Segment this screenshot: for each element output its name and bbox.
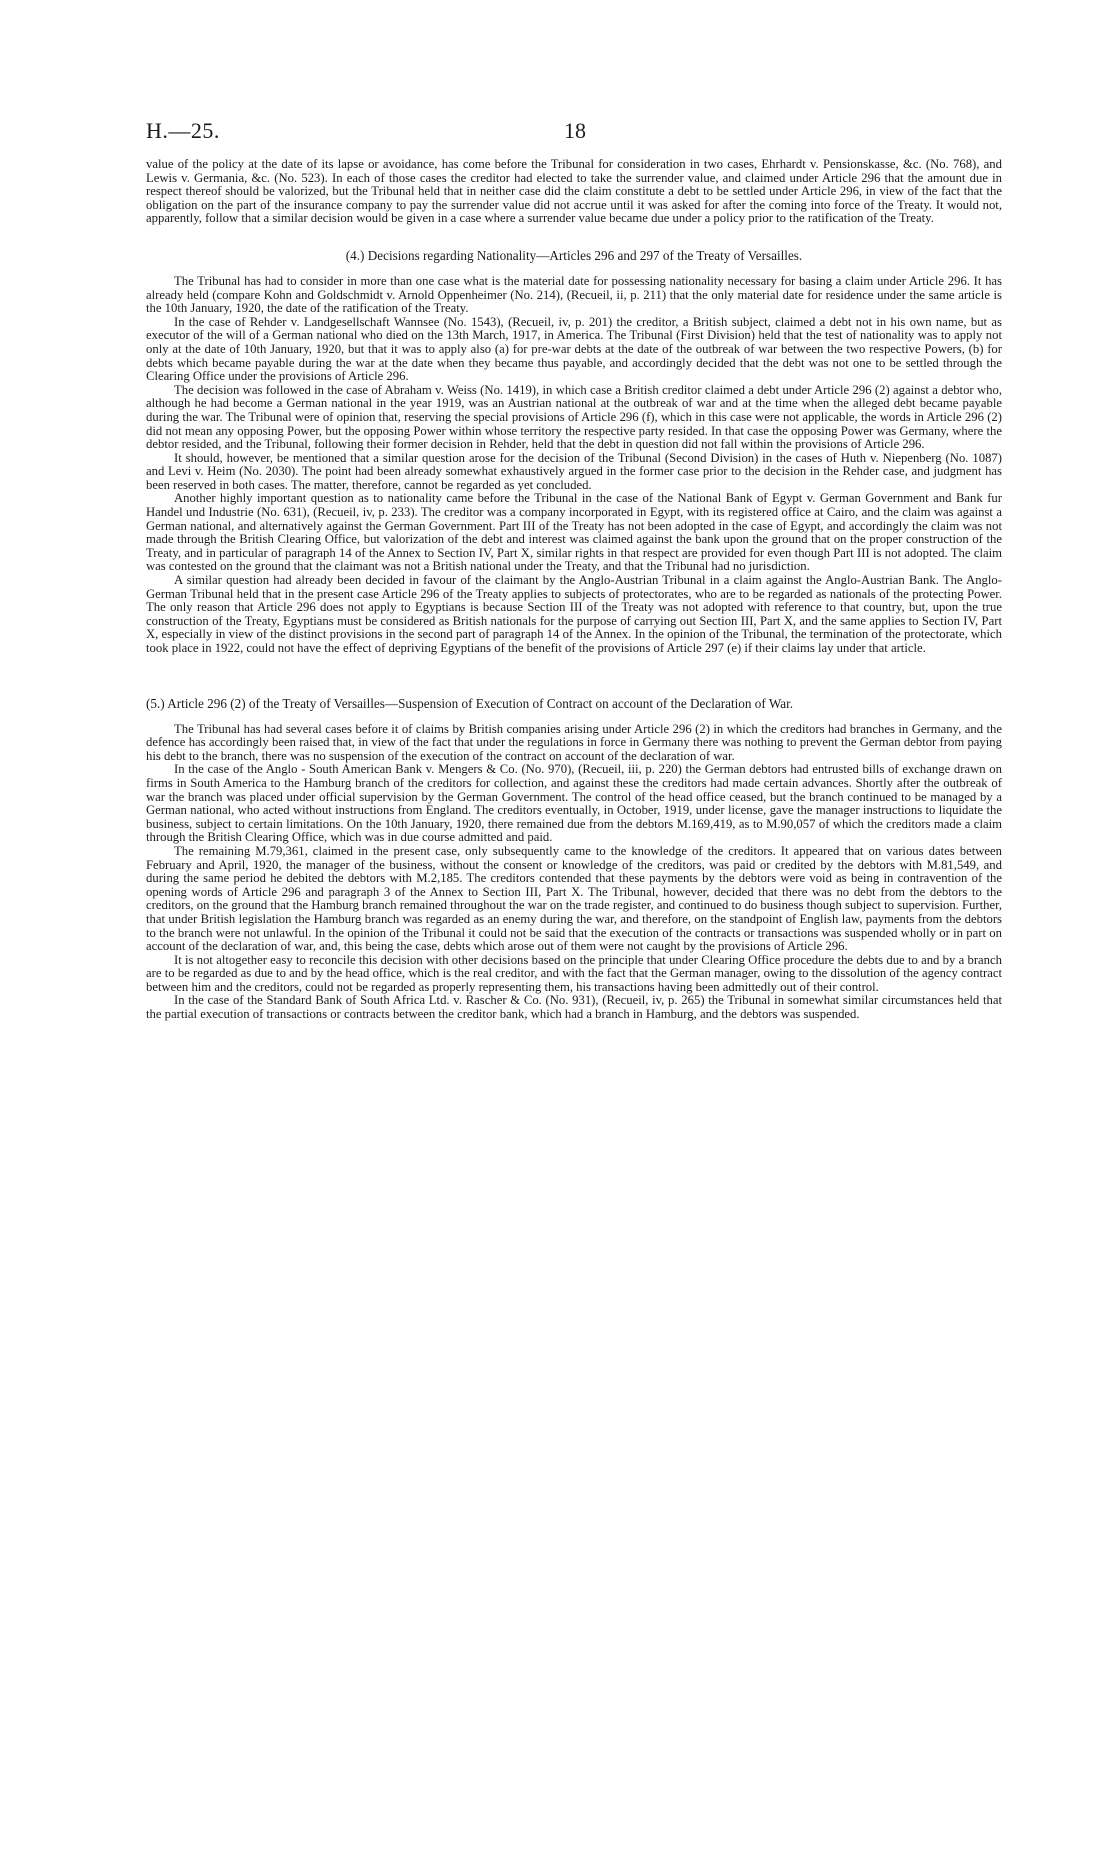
- paragraph: The Tribunal has had to consider in more than one case what is the material date for possessing nationality necessary for basing a claim under Article 296. It has already held (compare Kohn and Goldschmidt v. Arnold Oppenheimer (No. 214), (Recueil, ii, p. 211) that the only material date for residence under the same article is the 10th January, 1920, the date of the ratification of the Treaty.: [146, 273, 1002, 316]
- page-header: [146, 118, 1002, 158]
- paragraph: It should, however, be mentioned that a similar question arose for the decision of the Tribunal (Second Division) in the cases of Huth v. Niepenberg (No. 1087) and Levi v. Heim (No. 2030). The point had been already somewhat exhaustively argued in the former case prior to the decision in the Rehder case, and judgment has been reserved in both cases. The matter, therefore, cannot be regarded as yet concluded.: [146, 450, 1002, 492]
- section-4-heading: (4.) Decisions regarding Nationality—Articles 296 and 297 of the Treaty of Versailles.: [345, 247, 803, 263]
- page-number: 18: [564, 118, 586, 143]
- paragraph: The decision was followed in the case of Abraham v. Weiss (No. 1419), in which case a British creditor claimed a debt under Article 296 (2) against a debtor who, although he had become a German national in the year 1919, was an Austrian national at the outbreak of war and at the time when the alleged debt became payable during the war. The Tribunal were of opinion that, reserving the special provisions of Article 296 (f), which in this case were not applicable, the words in Article 296 (2) did not mean any opposing Power, but the opposing Power within whose territory the respective party resided. In that case the opposing Power was Germany, where the debtor resided, and the Tribunal, following their former decision in Rehder, held that the debt in question did not fall within the provisions of Article 296.: [146, 382, 1002, 452]
- document-reference: H.—25.: [146, 118, 220, 143]
- paragraph: Another highly important question as to nationality came before the Tribunal in the case of the National Bank of Egypt v. German Government and Bank fur Handel und Industrie (No. 631), (Recueil, iv, p. 233). The creditor was a company incorporated in Egypt, with its registered office at Cairo, and the claim was against a German national, and alternatively against the German Government. Part III of the Treaty has not been adopted in the case of Egypt, and accordingly the claim was not made through the British Clearing Office, but valorization of the debt and interest was claimed against the bank upon the ground that on the proper construction of the Treaty, and in particular of paragraph 14 of the Annex to Section IV, Part X, similar rights in that respect are provided for even though Part III is not adopted. The claim was contested on the ground that the claimant was not a British national under the Treaty, and that the Tribunal had no jurisdiction.: [146, 491, 1002, 574]
- paragraph: In the case of Rehder v. Landgesellschaft Wannsee (No. 1543), (Recueil, iv, p. 201) the creditor, a British subject, claimed a debt not in his own name, but as executor of the will of a German national who died on the 13th March, 1917, in America. The Tribunal (First Division) held that the test of nationality was to apply not only at the date of 10th January, 1920, but that it was to apply also (a) for pre-war debts at the date of the outbreak of war between the two respective Powers, (b) for debts which became payable during the war at the date when they became thus payable, and accordingly decided that the debt was not one to be settled through the Clearing Office under the provisions of Article 296.: [146, 314, 1002, 384]
- section-5-body: [146, 723, 1002, 1022]
- paragraph: It is not altogether easy to reconcile this decision with other decisions based on the principle that under Clearing Office procedure the debts due to and by a branch are to be regarded as due to and by the head office, which is the real creditor, and with the fact that the German manager, owing to the dissolution of the agency contract between him and the creditors, could not be regarded as properly representing them, his transactions having been admittedly out of their control.: [146, 952, 1002, 994]
- intro-section: [146, 158, 1002, 226]
- section-5-heading: (5.) Article 296 (2) of the Treaty of Versailles—Suspension of Execution of Contract on account of the Declaration of War.: [146, 695, 794, 711]
- paragraph: value of the policy at the date of its lapse or avoidance, has come before the Tribunal for consideration in two cases, Ehrhardt v. Pensionskasse, &c. (No. 768), and Lewis v. Germania, &c. (No. 523). In each of those cases the creditor had elected to take the surrender value, and claimed under Article 296 that the amount due in respect thereof should be valorized, but the Tribunal held that in neither case did the claim constitute a debt to be settled under Article 296, in view of the fact that the obligation on the part of the insurance company to pay the surrender value did not accrue until it was asked for after the coming into force of the Treaty. It would not, apparently, follow that a similar decision would be given in a case where a surrender value became due under a policy prior to the ratification of the Treaty.: [146, 157, 1002, 226]
- paragraph: The Tribunal has had several cases before it of claims by British companies arising under Article 296 (2) in which the creditors had branches in Germany, and the defence has accordingly been raised that, in view of the fact that under the regulations in force in Germany there was nothing to prevent the German debtor from paying his debt to the branch, there was no suspension of the execution of the contract on account of the declaration of war.: [146, 721, 1002, 763]
- paragraph: In the case of the Anglo - South American Bank v. Mengers & Co. (No. 970), (Recueil, iii, p. 220) the German debtors had entrusted bills of exchange drawn on firms in South America to the Hamburg branch of the creditors for collection, and against these the creditors had made certain advances. Shortly after the outbreak of war the branch was placed under official supervision by the German Government. The control of the head office ceased, but the branch continued to be managed by a German national, who acted without instructions from England. The creditors eventually, in October, 1919, under license, gave the manager instructions to liquidate the business, subject to certain limitations. On the 10th January, 1920, there remained due from the debtors M.169,419, as to M.90,057 of which the creditors made a claim through the British Clearing Office, which was in due course admitted and paid.: [146, 762, 1002, 845]
- paragraph: In the case of the Standard Bank of South Africa Ltd. v. Rascher & Co. (No. 931), (Recueil, iv, p. 265) the Tribunal in somewhat similar circumstances held that the partial execution of transactions or contracts between the creditor bank, which had a branch in Hamburg, and the debtors was suspended.: [146, 993, 1002, 1022]
- document-page: [146, 118, 1002, 1022]
- section-4-body: [146, 275, 1002, 656]
- paragraph: The remaining M.79,361, claimed in the present case, only subsequently came to the knowledge of the creditors. It appeared that on various dates between February and April, 1920, the manager of the business, without the consent or knowledge of the creditors, was paid or credited by the debtors with M.81,549, and during the same period he debited the debtors with M.2,185. The creditors contended that these payments by the debtors were void as being in contravention of the opening words of Article 296 and paragraph 3 of the Annex to Section III, Part X. The Tribunal, however, decided that there was no debt from the debtors to the creditors, on the ground that the Hamburg branch remained throughout the war on the trade register, and continued to do business though subject to supervision. Further, that under British legislation the Hamburg branch was regarded as an enemy during the war, and therefore, on the standpoint of English law, payments from the debtors to the branch were not unlawful. In the opinion of the Tribunal it could not be said that the execution of the contracts or transactions was suspended wholly or in part on account of the declaration of war, and, this being the case, debts which arose out of them were not caught by the provisions of Article 296.: [146, 843, 1003, 954]
- paragraph: A similar question had already been decided in favour of the claimant by the Anglo-Austrian Tribunal in a claim against the Anglo-Austrian Bank. The Anglo-German Tribunal held that in the present case Article 296 of the Treaty applies to subjects of protectorates, who are to be regarded as nationals of the protecting Power. The only reason that Article 296 does not apply to Egyptians is because Section III of the Treaty was not adopted with reference to that country, but, upon the true construction of the Treaty, Egyptians must be considered as British nationals for the purpose of carrying out Section III, Part X, and the same applies to Section IV, Part X, especially in view of the distinct provisions in the second part of paragraph 14 of the Annex. In the opinion of the Tribunal, the termination of the protectorate, which took place in 1922, could not have the effect of depriving Egyptians of the benefit of the provisions of Article 297 (e) if their claims lay under that article.: [146, 573, 1002, 655]
